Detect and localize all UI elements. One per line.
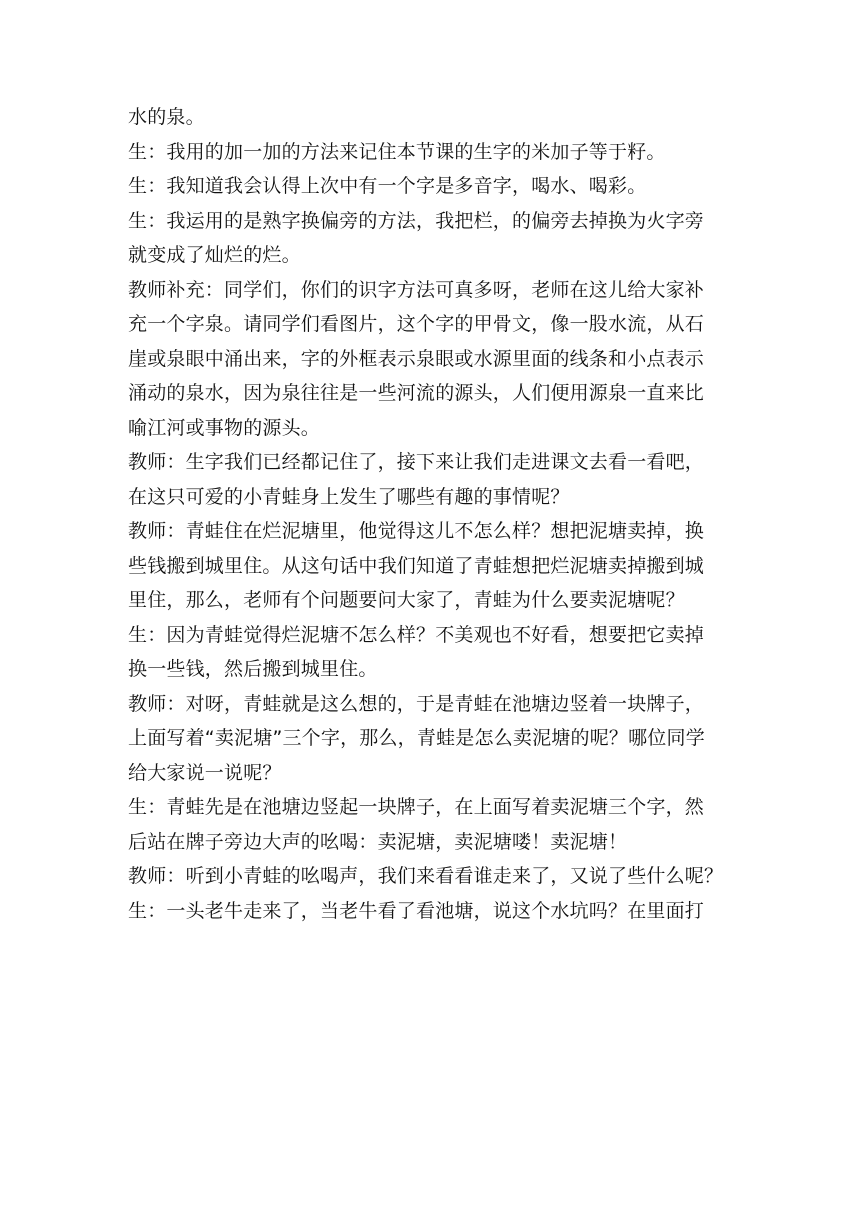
text-line: 后站在牌子旁边大声的吆喝：卖泥塘，卖泥塘喽！卖泥塘！: [128, 830, 628, 853]
document-body: [128, 100, 733, 928]
text-line: 给大家说一说呢？: [128, 761, 282, 784]
text-line: 生：因为青蛙觉得烂泥塘不怎么样？不美观也不好看，想要把它卖掉: [128, 623, 705, 646]
text-line: 在这只可爱的小青蛙身上发生了哪些有趣的事情呢？: [128, 485, 570, 508]
text-line: 教师补充：同学们，你们的识字方法可真多呀，老师在这儿给大家补: [128, 278, 705, 301]
text-line: 水的泉。: [128, 106, 205, 128]
text-line: 涌动的泉水，因为泉往往是一些河流的源头，人们便用源泉一直来比: [128, 382, 705, 404]
text-line: 上面写着“卖泥塘”三个字，那么，青蛙是怎么卖泥塘的呢？哪位同学: [128, 727, 705, 749]
text-line: 喻江河或事物的源头。: [128, 416, 321, 439]
text-line: 崖或泉眼中涌出来，字的外框表示泉眼或水源里面的线条和小点表示: [128, 347, 705, 370]
text-line: 生：我运用的是熟字换偏旁的方法，我把栏，的偏旁去掉换为火字旁: [128, 209, 705, 232]
text-line: 生：我知道我会认得上次中有一个字是多音字，喝水、喝彩。: [128, 175, 647, 197]
text-line: 里住，那么，老师有个问题要问大家了，青蛙为什么要卖泥塘呢？: [128, 589, 685, 611]
text-line: 教师：生字我们已经都记住了，接下来让我们走进课文去看一看吧，: [128, 451, 705, 473]
text-line: 些钱搬到城里住。从这句话中我们知道了青蛙想把烂泥塘卖掉搬到城: [128, 554, 705, 577]
text-line: 生：青蛙先是在池塘边竖起一块牌子，在上面写着卖泥塘三个字，然: [128, 796, 705, 818]
text-line: 充一个字泉。请同学们看图片，这个字的甲骨文，像一股水流，从石: [128, 313, 705, 335]
text-line: 教师：青蛙住在烂泥塘里，他觉得这儿不怎么样？想把泥塘卖掉，换: [128, 520, 705, 542]
text-line: 生：一头老牛走来了，当老牛看了看池塘，说这个水坑吗？在里面打: [128, 899, 705, 922]
text-line: 教师：听到小青蛙的吆喝声，我们来看看谁走来了，又说了些什么呢？: [128, 865, 724, 887]
text-line: 生：我用的加一加的方法来记住本节课的生字的米加子等于籽。: [128, 140, 666, 163]
text-line: 换一些钱，然后搬到城里住。: [128, 658, 378, 680]
text-line: 教师：对呀，青蛙就是这么想的，于是青蛙在池塘边竖着一块牌子，: [128, 692, 705, 715]
text-line: 就变成了灿烂的烂。: [128, 244, 301, 266]
